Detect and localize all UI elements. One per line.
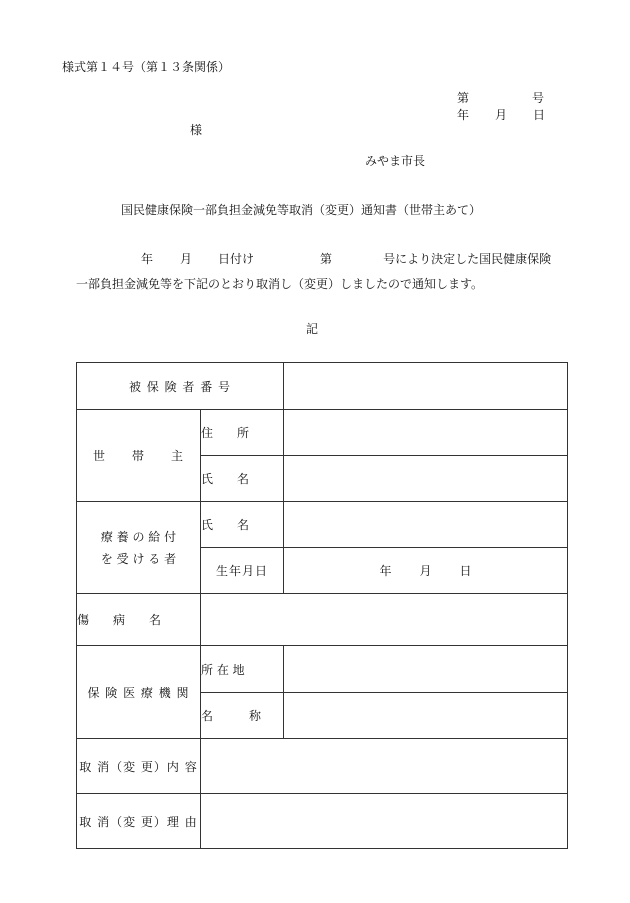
date-month: 月 (495, 108, 508, 122)
insured-number-label: 被 保 険 者 番 号 (77, 363, 284, 410)
householder-name-field[interactable] (284, 456, 568, 502)
form-table (76, 362, 568, 849)
institution-name-label: 名 称 (201, 693, 284, 739)
body-dated: 日付け (218, 252, 255, 266)
body-month: 月 (180, 252, 193, 266)
issue-date-line (457, 106, 545, 123)
number-suffix: 号 (532, 91, 545, 105)
cancel-content-field[interactable] (201, 739, 568, 794)
ki-heading: 記 (306, 322, 319, 336)
institution-location-field[interactable] (284, 646, 568, 693)
birth-day-label: 日 (459, 564, 472, 578)
row-householder-address (77, 410, 568, 456)
date-year: 年 (457, 108, 470, 122)
recipient-label (77, 502, 201, 594)
date-day: 日 (533, 108, 546, 122)
householder-address-field[interactable] (284, 410, 568, 456)
body-line-2: 一部負担金減免等を下記のとおり取消し（変更）しましたので通知します。 (76, 277, 484, 291)
cancel-reason-field[interactable] (201, 794, 568, 849)
birth-date-field[interactable] (284, 548, 568, 594)
row-cancel-content (77, 739, 568, 794)
body-line-1 (141, 250, 551, 267)
body-no-prefix: 第 (320, 252, 333, 266)
householder-name-label: 氏 名 (201, 456, 284, 502)
row-cancel-reason (77, 794, 568, 849)
form-number: 様式第１４号（第１３条関係） (62, 60, 231, 74)
row-institution-location (77, 646, 568, 693)
number-prefix: 第 (457, 91, 470, 105)
insured-number-field[interactable] (284, 363, 568, 410)
addressee: 様 (190, 123, 203, 137)
birth-year-label: 年 (379, 564, 392, 578)
body-line1-rest: 号により決定した国民健康保険 (383, 252, 552, 266)
cancel-content-label: 取 消（変 更）内 容 (77, 739, 201, 794)
cancel-reason-label: 取 消（変 更）理 由 (77, 794, 201, 849)
recipient-label-line1: 療 養 の 給 付 (100, 529, 177, 544)
birth-month-label: 月 (419, 564, 432, 578)
recipient-name-field[interactable] (284, 502, 568, 548)
disease-label: 傷 病 名 (77, 594, 201, 646)
birth-date-label: 生年月日 (201, 548, 284, 594)
document-number-line (457, 89, 544, 106)
householder-address-label: 住 所 (201, 410, 284, 456)
disease-field[interactable] (201, 594, 568, 646)
row-recipient-name (77, 502, 568, 548)
recipient-name-label: 氏 名 (201, 502, 284, 548)
institution-location-label: 所 在 地 (201, 646, 284, 693)
issuer: みやま市長 (365, 154, 426, 168)
body-year: 年 (141, 252, 154, 266)
institution-name-field[interactable] (284, 693, 568, 739)
row-insured-number (77, 363, 568, 410)
document-title: 国民健康保険一部負担金減免等取消（変更）通知書（世帯主あて） (121, 203, 482, 217)
recipient-label-line2: を 受 け る 者 (100, 551, 177, 566)
institution-label: 保 険 医 療 機 関 (77, 646, 201, 739)
row-disease (77, 594, 568, 646)
householder-label: 世 帯 主 (77, 410, 201, 502)
